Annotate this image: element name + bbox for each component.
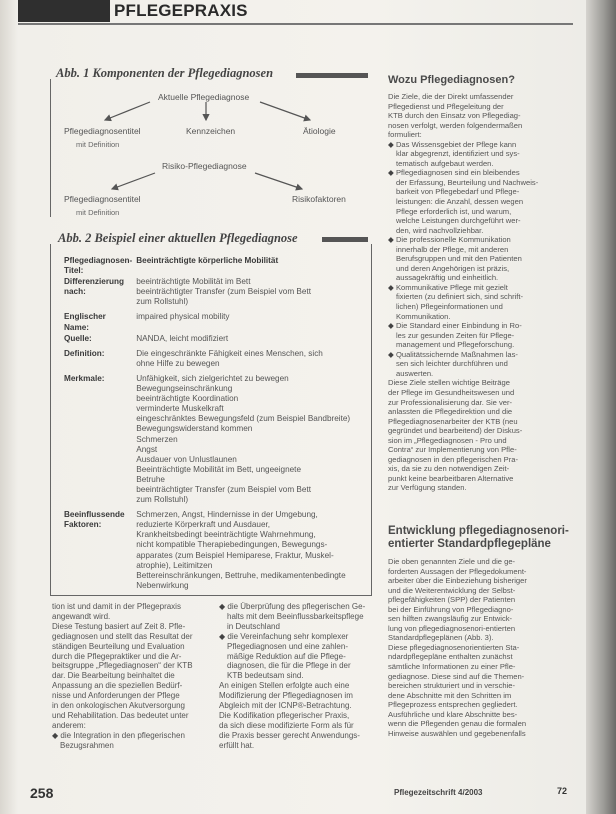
diagram-node-risiko: Risiko-Pflegediagnose xyxy=(162,161,247,171)
body-text-middle-column: ◆ die Überprüfung des pflegerischen Ge- halts mit dem Beeinflussbarkeitspflege in Deutschland ◆ die Vereinfachung sehr komplexer Pflegediagnosen und eine zahlen- mäßige Reduktion auf die Pflege- diagnosen, die für die Pflege in der KTB bedeutsam sind. An einigen Stellen erfolgte auch eine Modifizierung der Pflegediagnosen im Abgleich mit der ICNP®-Betrachtung. Die Kodifikation pflegerischer Praxis, da sich diese modifizierte Form als für die Praxis besser gerecht Anwendungs- erfüllt hat. xyxy=(219,602,375,751)
figure-1-title-bar xyxy=(296,73,368,78)
row-label: Englischer Name: xyxy=(64,312,106,332)
list-item: ◆ Das Wissensgebiet der Pflege kann xyxy=(388,139,517,149)
table-row xyxy=(64,277,364,308)
section-title: PFLEGEPRAXIS xyxy=(114,1,248,20)
arrow-risk-to-title xyxy=(112,173,155,189)
row-label: Merkmale: xyxy=(64,373,105,383)
page-number: 258 xyxy=(30,785,54,801)
header-rule xyxy=(18,23,573,25)
diagram-node-risk-title-sub: mit Definition xyxy=(76,208,120,217)
body-text-left-column: tion ist und damit in der Pflegepraxis angewandt wird. Diese Testung basiert auf Zeit 8. Pfle- gediagnosen und stellt das Resultat der ständigen Beurteilung und Evaluation durch die Pflegepraktiker und die Ar- beitsgruppe „Pflegediagnosen“ der KTB dar. Die Bearbeitung beinhaltet die Anpassung an die speziellen Bedürf- nisse und Anforderungen der Pflege in den onkologischen Akutversorgung und Rehabilitation. Das bedeutet unter anderem: ◆ die Integration in den pflegerischen Bezugsrahmen xyxy=(52,602,212,751)
row-value: Die eingeschränkte Fähigkeit eines Menschen, sich ohne Hilfe zu bewegen xyxy=(136,348,323,368)
heading-entwicklung: Entwicklung pflegediagnosenori- entierter Standardpflegepläne xyxy=(388,525,569,550)
heading-wozu-pflegediagnosen: Wozu Pflegediagnosen? xyxy=(388,74,515,86)
list-item: ◆ Qualitätssichernde Maßnahmen las- xyxy=(388,349,518,359)
arrow-to-title xyxy=(105,102,150,120)
row-value: NANDA, leicht modifiziert xyxy=(136,333,229,343)
table-row xyxy=(64,256,364,277)
diagram-node-title: Pflegediagnosentitel xyxy=(64,126,141,136)
diagram-node-kennzeichen: Kennzeichen xyxy=(186,126,236,136)
section-header-bar xyxy=(18,0,110,22)
row-label: Quelle: xyxy=(64,333,92,343)
row-value: Unfähigkeit, sich zielgerichtet zu bewegen Bewegungseinschränkung beeinträchtigte Koordination verminderte Muskelkraft eingeschränktes Bewegungsfeld (zum Beispiel Bandbreite) Bewegungswiderstand kommen Schmerzen Angst Ausdauer von Unlustlaunen Beeinträchtigte Mobilität im Bett, ungeeignete Betruhe beeinträchtigter Transfer (zum Beispiel vom Bett zum Rollstuhl) xyxy=(136,373,351,505)
arrow-risk-to-factors xyxy=(255,173,302,189)
row-value: impaired physical mobility xyxy=(136,312,230,322)
row-label: Differenzierung nach: xyxy=(64,277,125,297)
table-row xyxy=(64,334,364,345)
row-label: Pflegediagnosen-Titel: xyxy=(64,256,133,276)
body-text-right-column-lower: Die oben genannten Ziele und die ge- forderten Aussagen der Pflegedokument- arbeiter über die Einbeziehung bisheriger und die Weiterentwicklung der Selbst- pflegefähigkeiten (SPP) der Patienten bei der Einführung von Pflegediagno- sen hilften zwangsläufig zur Entwick- lung von pflegediagnosenori-entierten Standardpflegeplänen (Abb. 3). Diese pflegediagnosenorientierten Sta- ndardpflegepläne enthalten zunächst sämtliche Informationen zu einer Pfle- gediagnose. Diese sind auf die Themen- bereichen strukturiert und in verschie- dene Abschnitte mit den Schritten im Pflegeprozess entsprechen gegliedert. Ausführliche und klare Abschnitte bes- wenn die Pflegenden genau die formalen Hinweise auswählen und gegebenenfalls xyxy=(388,557,527,738)
row-label: Definition: xyxy=(64,348,105,358)
table-row xyxy=(64,308,364,333)
list-item: ◆ die Integration in den pflegerischen xyxy=(52,730,185,740)
diagram-node-title-sub: mit Definition xyxy=(76,140,120,149)
diagram-node-risk-title: Pflegediagnosentitel xyxy=(64,194,141,204)
table-row xyxy=(64,345,364,370)
diagram-node-aktuelle: Aktuelle Pflegediagnose xyxy=(158,92,250,102)
figure-2-table xyxy=(64,256,364,592)
figure-1-title: Abb. 1 Komponenten der Pflegediagnosen xyxy=(56,66,274,80)
table-row xyxy=(64,506,364,592)
diagram-node-aetiologie: Ätiologie xyxy=(303,126,336,136)
row-value: beeinträchtigte Mobilität im Bett beeinträchtigter Transfer (zum Beispiel vom Bett zum Rollstuhl) xyxy=(136,277,311,307)
body-text-right-column: Die Ziele, die der Direkt umfassender Pflegedienst und Pflegeleitung der KTB durch den Einsatz von Pflegediag- nosen verfolgt, werden folgendermaßen formuliert: ◆ Das Wissensgebiet der Pflege kann klar abgegrenzt, identifiziert und sys- tematisch aufgebaut werden. ◆ Pflegediagnosen sind ein bleibendes der Erfassung, Beurteilung und Nachweis- barkeit von Pflegebedarf und Pflege- leistungen: die Anzahl, dessen wegen Pflege erforderlich ist, und warum, welche Leistungen durchgeführt wer- den, wird nachvollziehbar. ◆ Die professionelle Kommunikation innerhalb der Pflege, mit anderen Berufsgruppen und mit den Patienten und deren Angehörigen ist präzis, aussagekräftig und einheitlich. ◆ Kommunikative Pflege mit gezielt fixierten (zu definiert sich, sind schrift- lichen) Pflegeinformationen und Kommunikation. ◆ Die Standard einer Einbindung in Ro- les zur gesunden Zeiten für Pflege- management und Pflegeforschung. ◆ Qualitätssichernde Maßnahmen las- sen sich leichter durchführen und auswerten. Diese Ziele stellen wichtige Beiträge der Pflege im Gesundheitswesen und zur Professionalisierung dar. Sie ver- anlassten die Pflegedirektion und die Pflegediagnosenarbeiter der KTB (neu gegründet und bearbeitend) der Diskus- sion im „Pflegediagnosen - Pro und Contra“ zur Implementierung von Pfle- gediagnosen in den pflegerischen Pra- xis, da sie zu den notwendigen Zeit- punkt keine bearbeitbaren Alternative zur Verfügung standen. xyxy=(388,92,560,493)
table-row xyxy=(64,370,364,506)
list-item: ◆ Kommunikative Pflege mit gezielt xyxy=(388,282,508,292)
figure-2-title-bar xyxy=(322,237,368,242)
row-label: Beeinflussende Faktoren: xyxy=(64,510,125,530)
journal-logo-icon: 72 xyxy=(557,786,568,796)
diagram-node-risikofaktoren: Risikofaktoren xyxy=(292,194,346,204)
row-value: Beeinträchtigte körperliche Mobilität xyxy=(136,256,279,265)
list-item: ◆ die Vereinfachung sehr komplexer xyxy=(219,631,349,641)
list-item: ◆ die Überprüfung des pflegerischen Ge- xyxy=(219,602,366,611)
page-spine-shadow xyxy=(586,0,616,814)
list-item: ◆ Die professionelle Kommunikation xyxy=(388,235,511,245)
journal-footer: Pflegezeitschrift 4/2003 xyxy=(394,788,483,797)
row-value: Schmerzen, Angst, Hindernisse in der Umgebung, reduzierte Körperkraft und Ausdauer, Krankheitsbedingt beeinträchtigte Wahrnehmung, nicht kompatible Therapiebedingungen, Bewegungs- apparates (zum Beispiel Hemiparese, Fraktur, Muskel- atrophie), Leitimitzen Bettereinschränkungen, Bettruhe, medikamentenbedingte Nebenwirkung xyxy=(136,510,346,590)
arrow-to-aetiologie xyxy=(260,102,310,120)
figure-2-title: Abb. 2 Beispiel einer aktuellen Pflegediagnose xyxy=(58,231,298,245)
list-item: ◆ Pflegediagnosen sind ein bleibendes xyxy=(388,168,520,178)
list-item: ◆ Die Standard einer Einbindung in Ro- xyxy=(388,321,522,331)
